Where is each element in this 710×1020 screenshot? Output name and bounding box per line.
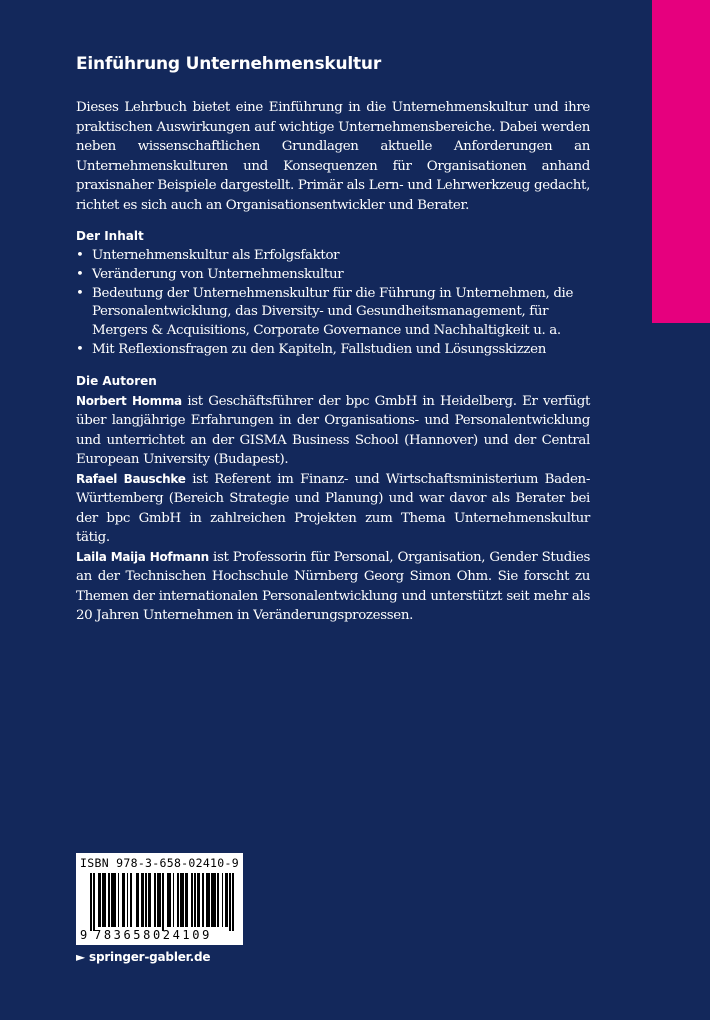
publisher-website: ► springer-gabler.de [76, 950, 211, 964]
list-item: • Unternehmenskultur als Erfolgsfaktor [76, 247, 590, 266]
book-title: Einführung Unternehmenskultur [76, 54, 382, 74]
barcode-bar [127, 873, 129, 927]
barcode-bar [150, 873, 152, 927]
barcode-bar [145, 873, 147, 927]
barcode-bar [232, 873, 234, 931]
isbn-barcode [76, 853, 243, 945]
barcode-bar [208, 873, 210, 927]
list-item: • Mit Reflexionsfragen zu den Kapiteln, Fallstudien und Lösungsskizzen [76, 341, 590, 360]
barcode-bar [115, 873, 117, 927]
contents-heading: Der Inhalt [76, 229, 144, 243]
author-bio: Laila Maija Hofmann ist Professorin für Personal, Organisation, Gender Studies an der Technischen Hochschule Nürnberg Georg Simon Ohm. Sie forscht zu Themen der internationalen Personalentwicklung und unterstützt seit mehr als 20 Jahren Unternehmen in Veränderungsprozessen. [76, 549, 590, 624]
barcode-bar [199, 873, 201, 927]
barcode-bar [104, 873, 106, 927]
bullet-marker: • [76, 285, 84, 301]
magenta-accent-strip [652, 0, 710, 323]
author-name: Rafael Bauschke [76, 471, 186, 486]
intro-paragraph: Dieses Lehrbuch bietet eine Einführung in die Unternehmenskultur und ihre praktischen Auswirkungen auf wichtige Unternehmensbereiche. Dabei werden neben wissenschaftlichen Grundlagen aktuelle Anforderungen an Unternehmenskulturen und Konsequenzen für Organisationen anhand praxisnaher Beispiele dargestellt. Primär als Lern- und Lehrwerkzeug gedacht, richtet es sich auch an Organisationsentwickler und Berater. [76, 100, 590, 213]
barcode-bar [90, 873, 92, 931]
barcode-bar [159, 873, 161, 927]
isbn-label: ISBN 978-3-658-02410-9 [80, 856, 239, 870]
barcode-bar [217, 873, 219, 927]
barcode-bar [191, 873, 193, 927]
barcode-bar [173, 873, 175, 927]
barcode-bar [182, 873, 184, 927]
barcode-bar [202, 873, 204, 927]
back-cover-text [76, 54, 590, 626]
list-item: • Veränderung von Unternehmenskultur [76, 266, 590, 285]
barcode-bar [118, 873, 120, 927]
barcode-bar [177, 873, 179, 927]
barcode-bar [108, 873, 110, 927]
bullet-marker: • [76, 341, 84, 357]
list-item: • Bedeutung der Unternehmenskultur für die Führung in Unternehmen, die Personalentwicklung, das Diversity- und Gesundheitsmanagement, für Mergers & Acquisitions, Corporate Governance und Nachhaltigkeit u. a. [76, 285, 574, 339]
barcode-bar [130, 873, 132, 927]
author-name: Laila Maija Hofmann [76, 549, 209, 564]
barcode-bar [226, 873, 228, 927]
bullet-marker: • [76, 248, 84, 263]
author-bio: Norbert Homma ist Geschäftsführer der bpc GmbH in Heidelberg. Er verfügt über langjährige Erfahrungen in der Organisations- und Personalentwicklung und unterrichtet an der GISMA Business School (Hannover) und der Central European University (Budapest). [76, 393, 591, 468]
barcode-bar [162, 873, 164, 931]
barcode-bar [222, 873, 224, 927]
barcode-digits: 9 783658024109 [80, 928, 212, 942]
barcode-bar [93, 873, 95, 931]
author-name: Norbert Homma [76, 393, 182, 408]
barcode-bar [137, 873, 139, 927]
barcode-bar [154, 873, 156, 927]
barcode-bar [187, 873, 189, 927]
barcode-bar [170, 873, 172, 927]
barcode-bar [99, 873, 101, 927]
barcode-bar [214, 873, 216, 927]
author-bio: Rafael Bauschke ist Referent im Finanz- und Wirtschaftsministerium Baden-Württemberg (Bereich Strategie und Planung) und war davor als Berater bei der bpc GmbH in zahlreichen Projekten zum Thema Unternehmenskultur tätig. [76, 471, 590, 546]
bullet-marker: • [76, 266, 84, 282]
barcode-bars [90, 873, 234, 927]
barcode-bar [229, 873, 231, 931]
barcode-bar [124, 873, 126, 927]
barcode-bar [194, 873, 196, 927]
contents-list [76, 247, 590, 360]
authors-heading: Die Autoren [76, 373, 157, 388]
barcode-bar [142, 873, 144, 927]
